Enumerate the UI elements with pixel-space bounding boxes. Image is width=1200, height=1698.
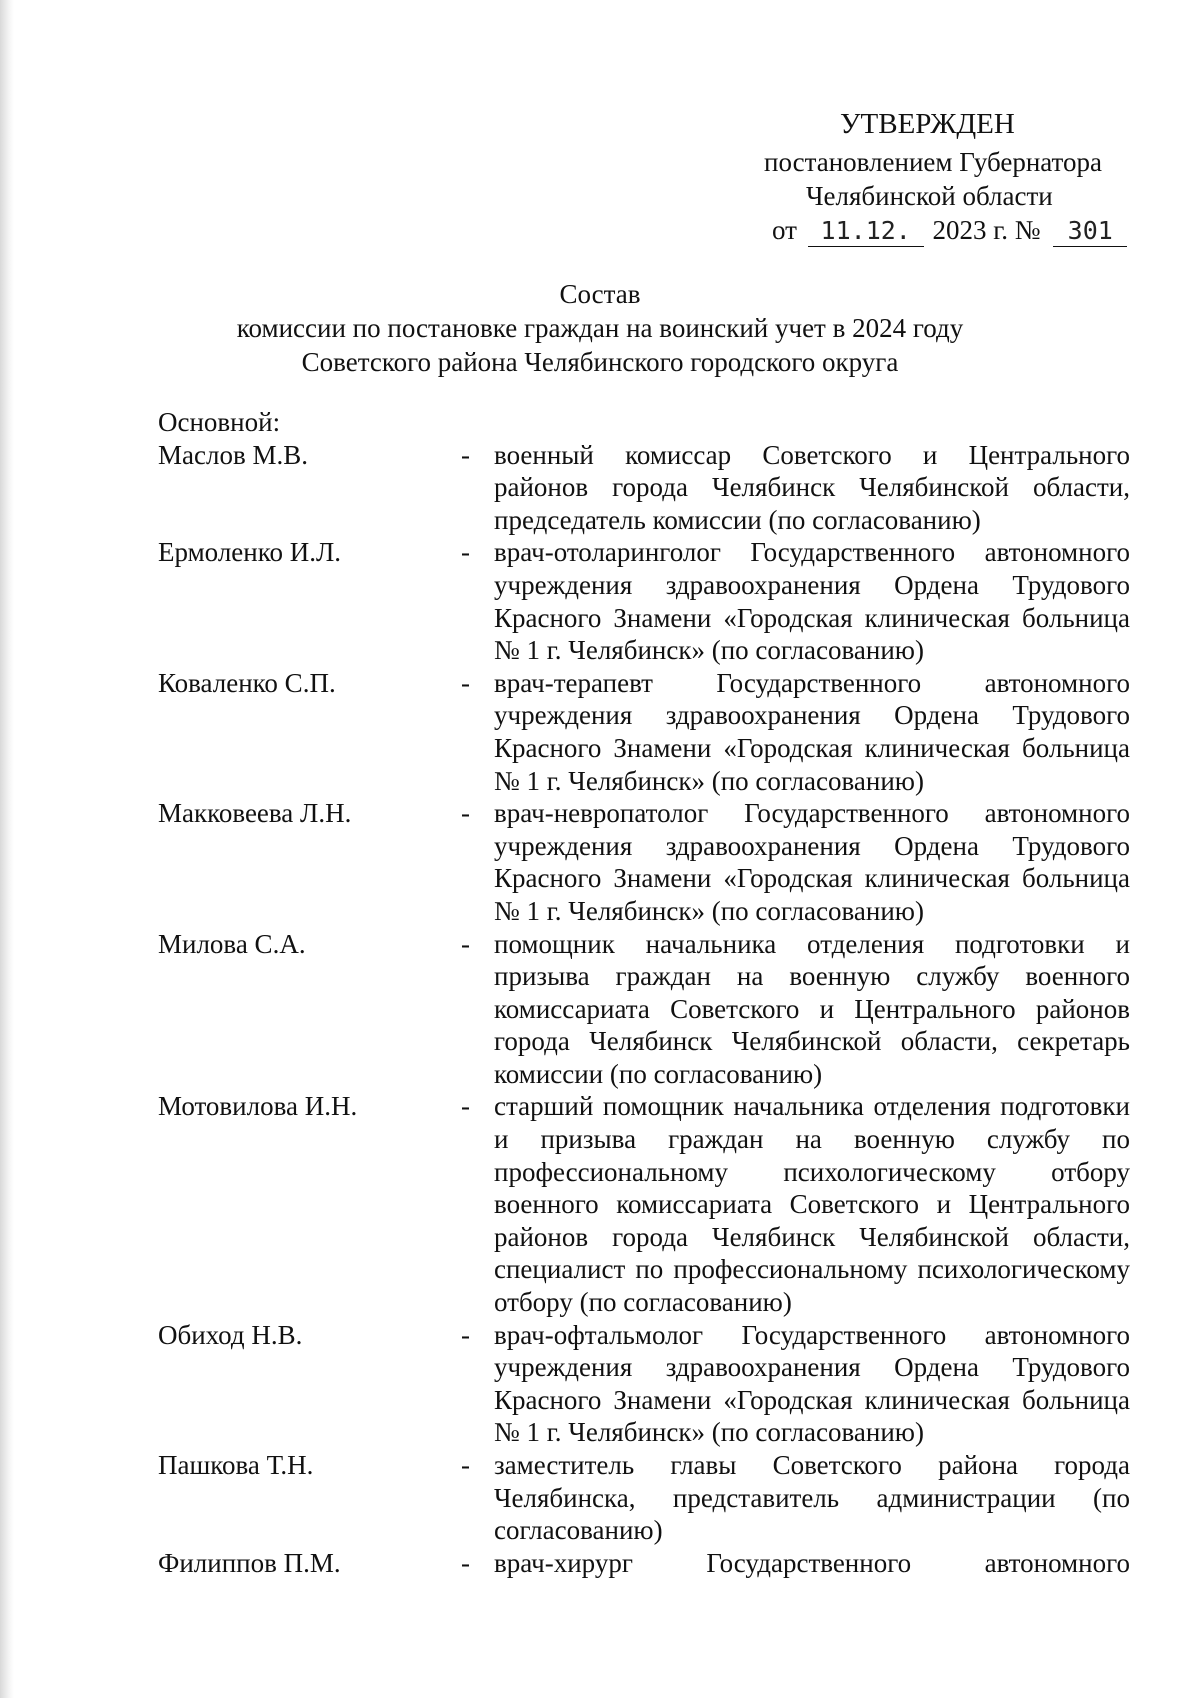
member-role: заместитель главы Советского района города Челябинска, представитель администрации (по согласованию) [494,1450,1130,1546]
member-name: Пашкова Т.Н. [158,1450,314,1480]
member-row [158,1547,1138,1580]
member-row [158,1319,1138,1449]
document-subtitle-2: Советского района Челябинского городского округа [301,347,899,377]
member-role: старший помощник начальника отделения подготовки и призыва граждан на военную службу по профессиональному психологическому отбору военного комиссариата Советского и Центрального районов города Челябинск Челябинской области, специалист по профессиональному психологическому отбору (по согласованию) [494,1091,1130,1318]
approval-heading: УТВЕРЖДЕН [840,108,1015,140]
member-dash: - [461,798,470,829]
member-name: Маслов М.В. [158,439,308,470]
member-dash: - [461,1319,470,1350]
approval-date-field: 11.12. [808,216,924,247]
member-dash: - [461,928,470,959]
approval-year-label: 2023 г. № [932,215,1041,245]
member-name: Обиход Н.В. [158,1319,303,1350]
member-role: врач-невропатолог Государственного автономного учреждения здравоохранения Ордена Трудового Красного Знамени «Городская клиническая больница № 1 г. Челябинск» (по согласованию) [494,798,1130,926]
member-row [158,1449,1138,1547]
document-subtitle-1: комиссии по постановке граждан на воинский учет в 2024 году [236,313,964,343]
member-role: военный комиссар Советского и Центрального районов города Челябинск Челябинской области, председатель комиссии (по согласованию) [494,439,1130,535]
approval-from-label: от [772,215,797,245]
scan-edge [0,0,14,1698]
member-name: Ермоленко И.Л. [158,537,342,568]
approval-number-field: 301 [1053,216,1127,247]
approval-date-line [772,214,1127,247]
member-role: врач-офтальмолог Государственного автономного учреждения здравоохранения Ордена Трудового Красного Знамени «Городская клиническая больница № 1 г. Челябинск» (по согласованию) [494,1319,1130,1448]
document-title: Состав [559,279,641,309]
member-name: Коваленко С.П. [158,667,336,698]
approval-line-2: Челябинской области [806,181,1053,211]
member-role: врач-отоларинголог Государственного автономного учреждения здравоохранения Ордена Трудового Красного Знамени «Городская клиническая больница № 1 г. Челябинск» (по согласованию) [494,537,1130,666]
member-row [158,536,1138,666]
member-name: Милова С.А. [158,928,306,959]
member-dash: - [461,439,470,470]
member-row [158,1090,1138,1318]
approval-line-1: постановлением Губернатора [764,147,1102,177]
member-dash: - [461,1547,470,1578]
member-row [158,439,1138,537]
member-name: Мотовилова И.Н. [158,1091,358,1122]
member-dash: - [461,1450,470,1480]
member-role: врач-хирург Государственного автономного [494,1547,1130,1578]
member-dash: - [461,537,470,568]
member-list [158,406,1138,1579]
member-row [158,797,1138,927]
member-name: Макковеева Л.Н. [158,798,352,829]
member-dash: - [461,1091,470,1122]
member-row [158,667,1138,797]
member-dash: - [461,667,470,698]
section-label: Основной: [158,407,281,437]
member-name: Филиппов П.М. [158,1547,341,1578]
member-row [158,928,1138,1091]
member-role: помощник начальника отделения подготовки и призыва граждан на военную службу военного комиссариата Советского и Центрального районов города Челябинск Челябинской области, секретарь комиссии (по согласованию) [494,928,1130,1089]
member-role: врач-терапевт Государственного автономного учреждения здравоохранения Ордена Трудового Красного Знамени «Городская клиническая больница № 1 г. Челябинск» (по согласованию) [494,667,1130,796]
